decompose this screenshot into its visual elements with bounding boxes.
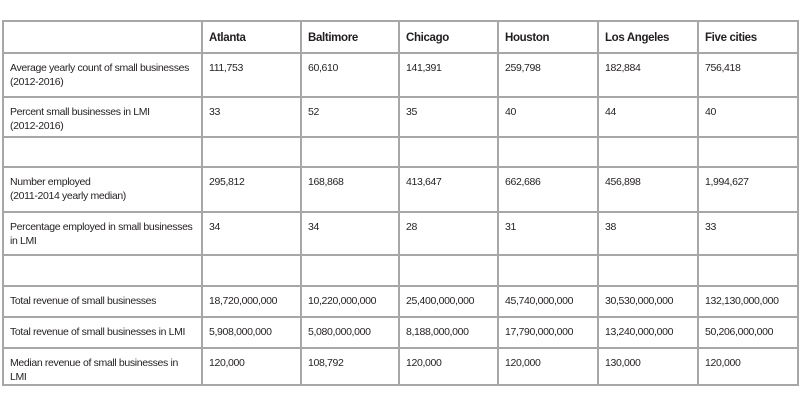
table-header-row [3, 21, 798, 53]
cell-houston: 120,000 [498, 348, 598, 385]
table-row [3, 212, 798, 255]
cell-los-angeles: 30,530,000,000 [598, 286, 698, 317]
row-label [3, 137, 202, 167]
row-label [3, 167, 202, 212]
cell-atlanta: 34 [202, 212, 301, 255]
row-label-sub: (2012-2016) [10, 120, 64, 132]
cell-baltimore: 34 [301, 212, 399, 255]
header-cell-los-angeles: Los Angeles [598, 21, 698, 53]
row-label: Median revenue of small businesses in LMI [3, 348, 202, 385]
table-row [3, 317, 798, 348]
header-cell-baltimore: Baltimore [301, 21, 399, 53]
cell-baltimore: 52 [301, 97, 399, 137]
cell-baltimore [301, 255, 399, 286]
row-label-main: Percentage employed in small businesses [10, 221, 193, 233]
table-row-spacer [3, 255, 798, 286]
cell-baltimore: 10,220,000,000 [301, 286, 399, 317]
row-label [3, 97, 202, 137]
cell-atlanta: 120,000 [202, 348, 301, 385]
cell-atlanta: 5,908,000,000 [202, 317, 301, 348]
cell-five-cities: 756,418 [698, 53, 798, 97]
cell-houston [498, 137, 598, 167]
cell-los-angeles [598, 137, 698, 167]
cell-houston: 31 [498, 212, 598, 255]
row-label [3, 53, 202, 97]
row-label-sub: (2012-2016) [10, 76, 64, 88]
cell-atlanta: 33 [202, 97, 301, 137]
header-cell-empty [3, 21, 202, 53]
cell-baltimore: 5,080,000,000 [301, 317, 399, 348]
row-label-main: Average yearly count of small businesses [10, 62, 189, 74]
cell-five-cities: 132,130,000,000 [698, 286, 798, 317]
cell-chicago: 141,391 [399, 53, 498, 97]
cell-chicago: 25,400,000,000 [399, 286, 498, 317]
cell-los-angeles: 13,240,000,000 [598, 317, 698, 348]
cell-atlanta [202, 255, 301, 286]
table-row [3, 167, 798, 212]
table-row [3, 348, 798, 385]
row-label-sub: (2011-2014 yearly median) [10, 190, 126, 202]
row-label: Total revenue of small businesses in LMI [3, 317, 202, 348]
cell-houston [498, 255, 598, 286]
cell-atlanta: 295,812 [202, 167, 301, 212]
header-cell-five-cities: Five cities [698, 21, 798, 53]
row-label-main: Number employed [10, 176, 91, 188]
cell-los-angeles: 456,898 [598, 167, 698, 212]
cell-los-angeles: 44 [598, 97, 698, 137]
cell-chicago: 8,188,000,000 [399, 317, 498, 348]
cell-five-cities: 50,206,000,000 [698, 317, 798, 348]
cell-five-cities: 33 [698, 212, 798, 255]
cell-los-angeles: 130,000 [598, 348, 698, 385]
cell-baltimore: 168,868 [301, 167, 399, 212]
cell-atlanta: 111,753 [202, 53, 301, 97]
cell-chicago [399, 255, 498, 286]
table-row [3, 286, 798, 317]
cell-los-angeles [598, 255, 698, 286]
cell-baltimore: 108,792 [301, 348, 399, 385]
cell-chicago: 413,647 [399, 167, 498, 212]
cell-houston: 259,798 [498, 53, 598, 97]
table-row-spacer [3, 137, 798, 167]
cell-los-angeles: 38 [598, 212, 698, 255]
cell-houston: 40 [498, 97, 598, 137]
small-business-data-table [2, 20, 799, 386]
table-row [3, 97, 798, 137]
row-label [3, 255, 202, 286]
cell-atlanta [202, 137, 301, 167]
cell-five-cities: 120,000 [698, 348, 798, 385]
cell-chicago [399, 137, 498, 167]
header-cell-chicago: Chicago [399, 21, 498, 53]
row-label-sub: in LMI [10, 235, 37, 247]
cell-baltimore: 60,610 [301, 53, 399, 97]
header-cell-atlanta: Atlanta [202, 21, 301, 53]
cell-houston: 662,686 [498, 167, 598, 212]
cell-atlanta: 18,720,000,000 [202, 286, 301, 317]
cell-five-cities: 40 [698, 97, 798, 137]
cell-chicago: 120,000 [399, 348, 498, 385]
row-label-main: Percent small businesses in LMI [10, 106, 150, 118]
cell-baltimore [301, 137, 399, 167]
cell-five-cities [698, 255, 798, 286]
cell-chicago: 35 [399, 97, 498, 137]
cell-chicago: 28 [399, 212, 498, 255]
cell-los-angeles: 182,884 [598, 53, 698, 97]
cell-houston: 45,740,000,000 [498, 286, 598, 317]
row-label: Total revenue of small businesses [3, 286, 202, 317]
table-row [3, 53, 798, 97]
cell-houston: 17,790,000,000 [498, 317, 598, 348]
cell-five-cities [698, 137, 798, 167]
row-label [3, 212, 202, 255]
cell-five-cities: 1,994,627 [698, 167, 798, 212]
header-cell-houston: Houston [498, 21, 598, 53]
